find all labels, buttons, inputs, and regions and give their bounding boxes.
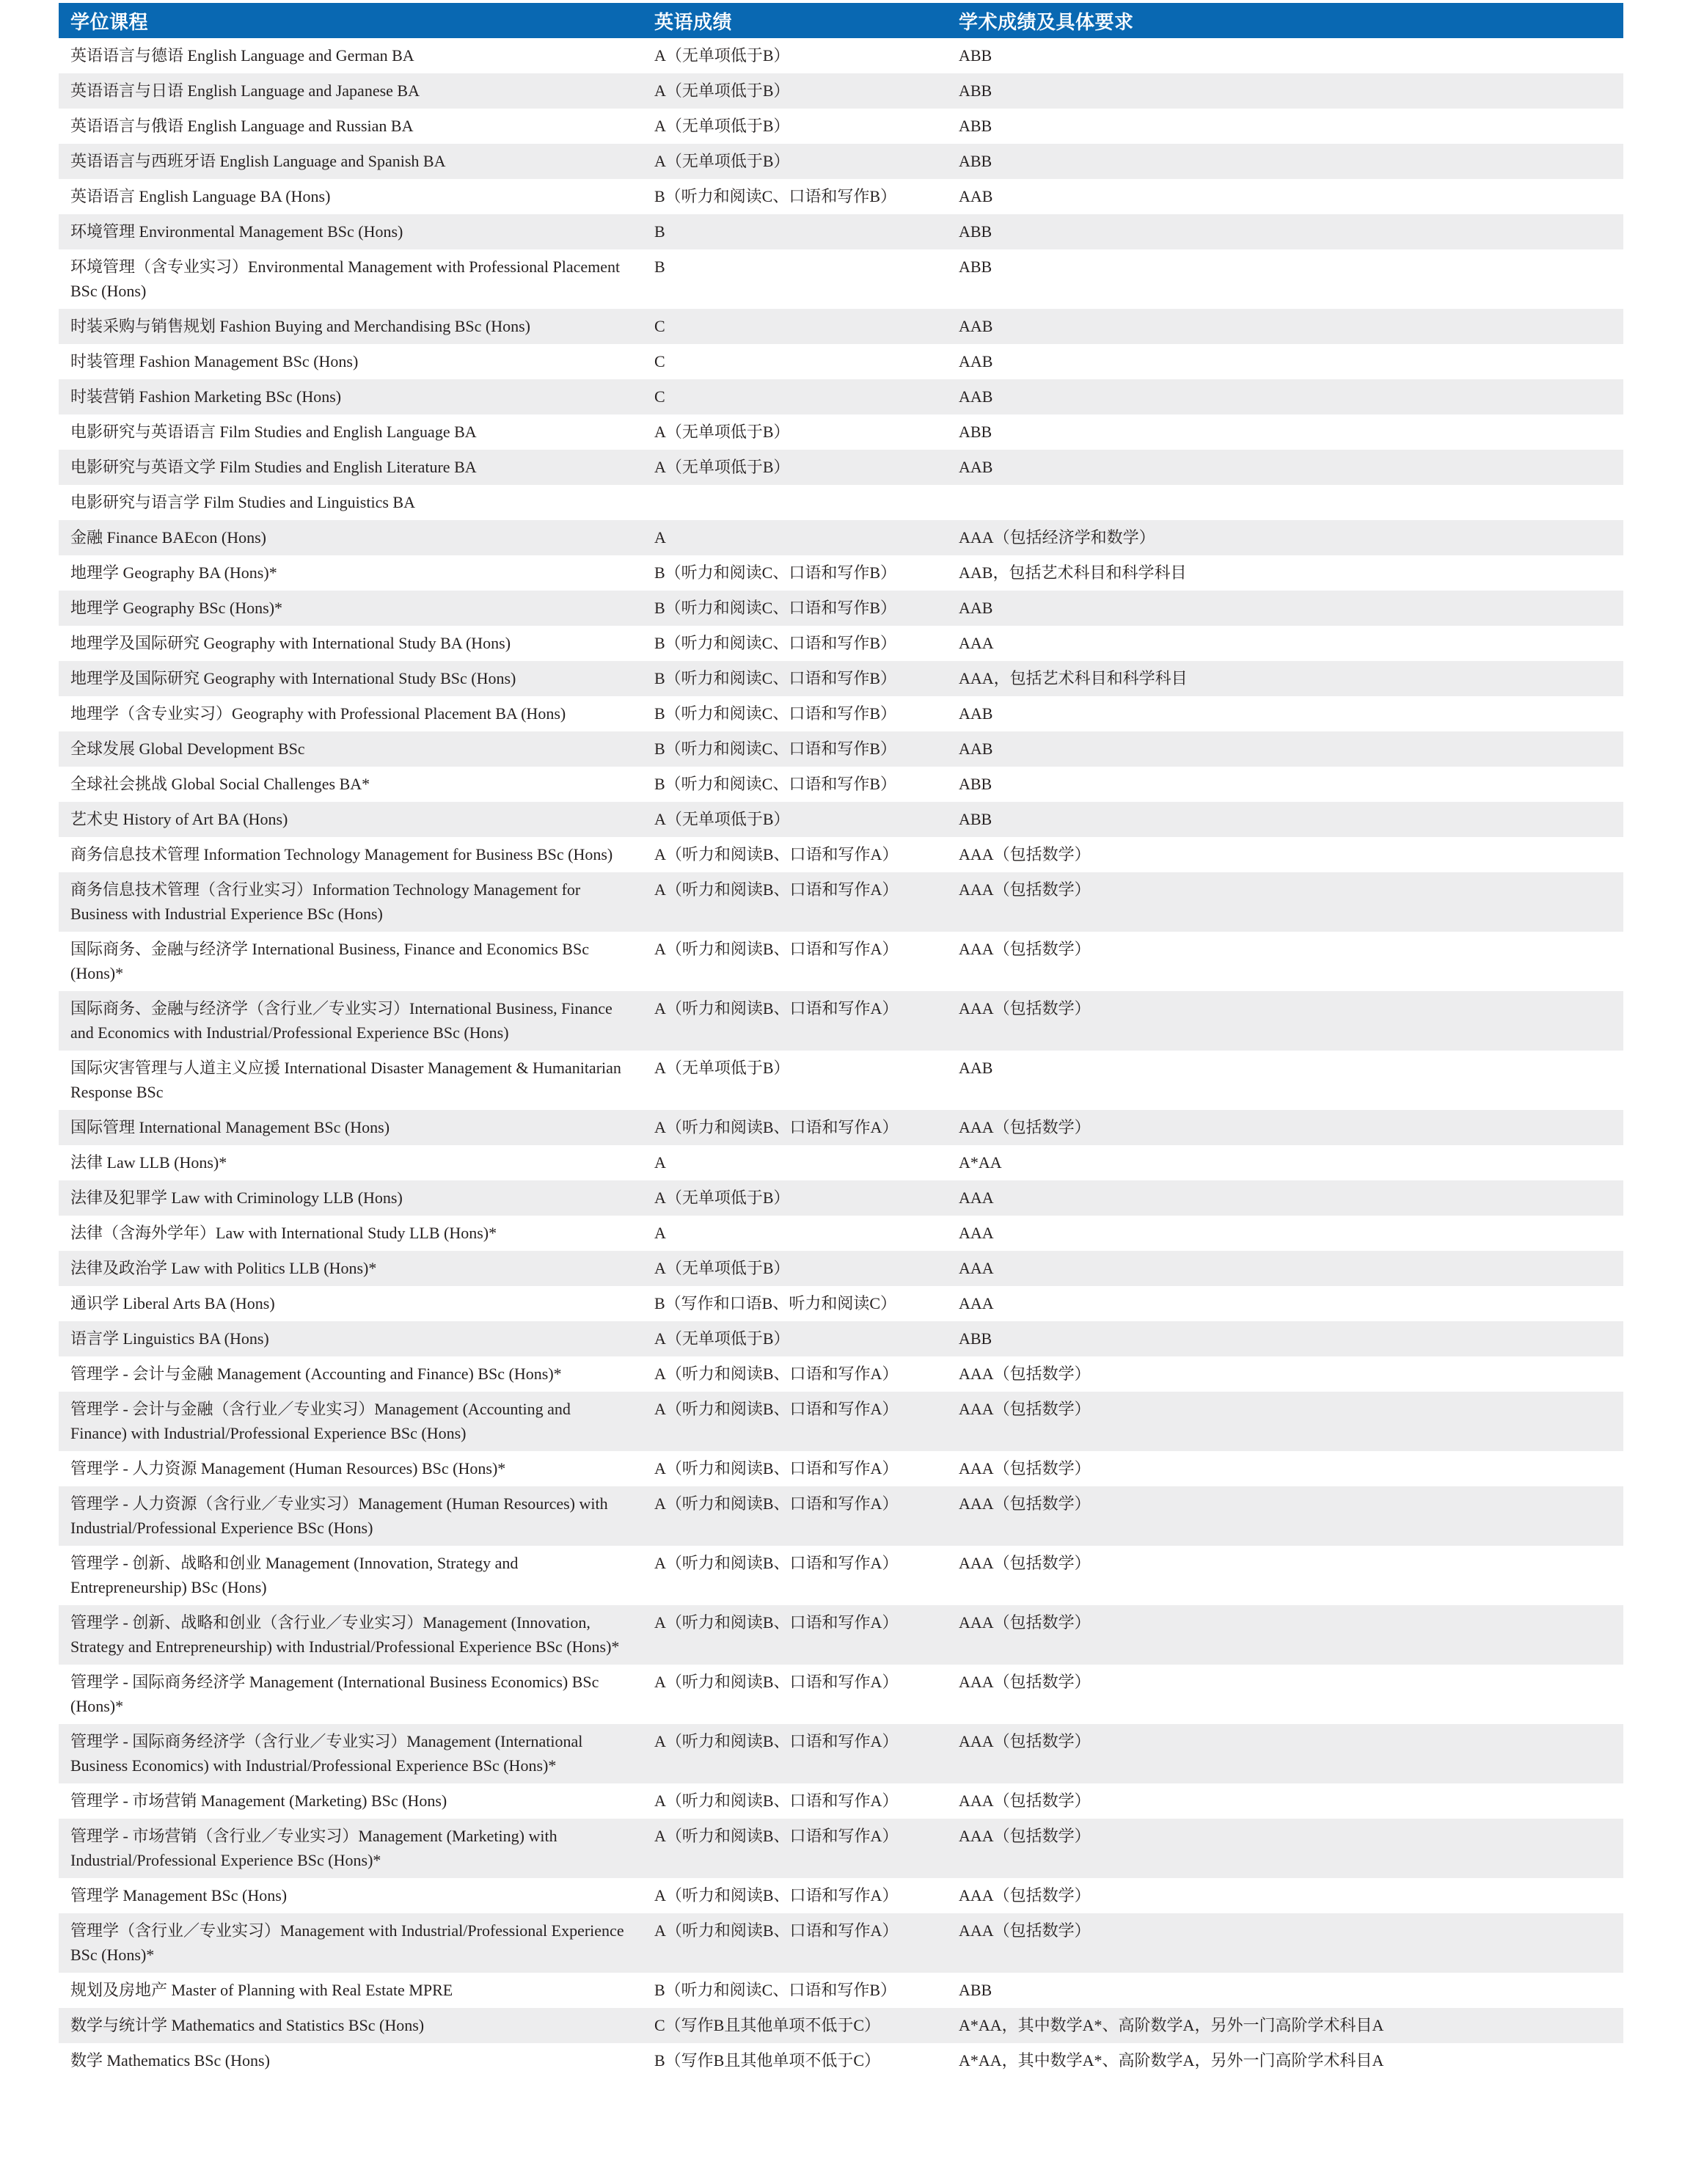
academic-requirement-cell: AAB	[947, 731, 1623, 767]
table-row	[59, 379, 1623, 414]
english-score-cell: A（无单项低于B）	[643, 73, 947, 109]
academic-requirement-cell: AAB	[947, 179, 1623, 214]
course-cell: 通识学 Liberal Arts BA (Hons)	[59, 1286, 643, 1321]
academic-requirement-cell: ABB	[947, 73, 1623, 109]
english-score-cell: B	[643, 214, 947, 249]
academic-requirement-cell: AAB，包括艺术科目和科学科目	[947, 555, 1623, 591]
academic-requirement-cell: ABB	[947, 144, 1623, 179]
english-score-cell: B	[643, 249, 947, 309]
academic-requirement-cell: A*AA，其中数学A*、高阶数学A，另外一门高阶学术科目A	[947, 2008, 1623, 2043]
table-row	[59, 485, 1623, 520]
course-cell: 电影研究与英语语言 Film Studies and English Language BA	[59, 414, 643, 450]
english-score-cell: A（听力和阅读B、口语和写作A）	[643, 932, 947, 991]
academic-requirement-cell: AAA，包括艺术科目和科学科目	[947, 661, 1623, 696]
course-cell: 全球社会挑战 Global Social Challenges BA*	[59, 767, 643, 802]
table-row	[59, 696, 1623, 731]
course-cell: 商务信息技术管理（含行业实习）Information Technology Management for Business with Industrial Experience BSc (Hons)	[59, 872, 643, 932]
academic-requirement-cell: AAB	[947, 591, 1623, 626]
academic-requirement-cell: A*AA	[947, 1145, 1623, 1180]
english-score-cell: A（听力和阅读B、口语和写作A）	[643, 1392, 947, 1451]
table-row	[59, 109, 1623, 144]
english-score-cell: A（听力和阅读B、口语和写作A）	[643, 1110, 947, 1145]
academic-requirement-cell: AAA（包括数学）	[947, 1486, 1623, 1546]
course-cell: 管理学 - 国际商务经济学（含行业／专业实习）Management (International Business Economics) with Industrial/Professional Experience BSc (Hons)*	[59, 1724, 643, 1783]
course-cell: 管理学（含行业／专业实习）Management with Industrial/Professional Experience BSc (Hons)*	[59, 1913, 643, 1973]
english-score-cell: A（听力和阅读B、口语和写作A）	[643, 1878, 947, 1913]
course-cell: 管理学 - 人力资源（含行业／专业实习）Management (Human Resources) with Industrial/Professional Experience BSc (Hons)	[59, 1486, 643, 1546]
academic-requirement-cell: AAA（包括数学）	[947, 1451, 1623, 1486]
table-row	[59, 2043, 1623, 2078]
table-row	[59, 309, 1623, 344]
table-row	[59, 1392, 1623, 1451]
english-score-cell: A（听力和阅读B、口语和写作A）	[643, 991, 947, 1051]
english-score-cell: B（写作和口语B、听力和阅读C）	[643, 1286, 947, 1321]
table-row	[59, 344, 1623, 379]
english-score-cell: C（写作B且其他单项不低于C）	[643, 2008, 947, 2043]
academic-requirement-cell: AAA（包括数学）	[947, 1356, 1623, 1392]
english-score-cell: A（听力和阅读B、口语和写作A）	[643, 1913, 947, 1973]
english-score-cell: A（听力和阅读B、口语和写作A）	[643, 1665, 947, 1724]
table-row	[59, 2008, 1623, 2043]
course-cell: 全球发展 Global Development BSc	[59, 731, 643, 767]
course-cell: 艺术史 History of Art BA (Hons)	[59, 802, 643, 837]
english-score-cell: A（无单项低于B）	[643, 450, 947, 485]
table-row	[59, 1973, 1623, 2008]
table-row	[59, 1321, 1623, 1356]
course-cell: 管理学 - 创新、战略和创业 Management (Innovation, Strategy and Entrepreneurship) BSc (Hons)	[59, 1546, 643, 1605]
academic-requirement-cell	[947, 485, 1623, 520]
academic-requirement-cell: AAB	[947, 450, 1623, 485]
academic-requirement-cell: AAB	[947, 309, 1623, 344]
academic-requirement-cell: ABB	[947, 414, 1623, 450]
course-cell: 电影研究与英语文学 Film Studies and English Literature BA	[59, 450, 643, 485]
table-row	[59, 144, 1623, 179]
table-row	[59, 179, 1623, 214]
table-row	[59, 1356, 1623, 1392]
academic-requirement-cell: ABB	[947, 1321, 1623, 1356]
table-row	[59, 1180, 1623, 1216]
table-row	[59, 837, 1623, 872]
course-cell: 管理学 - 会计与金融（含行业／专业实习）Management (Accounting and Finance) with Industrial/Professional Experience BSc (Hons)	[59, 1392, 643, 1451]
course-cell: 英语语言 English Language BA (Hons)	[59, 179, 643, 214]
academic-requirement-cell: AAA	[947, 1180, 1623, 1216]
course-cell: 法律及政治学 Law with Politics LLB (Hons)*	[59, 1251, 643, 1286]
academic-requirement-cell: AAA	[947, 1286, 1623, 1321]
course-cell: 英语语言与德语 English Language and German BA	[59, 38, 643, 73]
english-score-cell: B（听力和阅读C、口语和写作B）	[643, 696, 947, 731]
academic-requirement-cell: AAA（包括数学）	[947, 932, 1623, 991]
english-score-cell: B（听力和阅读C、口语和写作B）	[643, 731, 947, 767]
english-score-cell: A（无单项低于B）	[643, 109, 947, 144]
course-cell: 管理学 - 市场营销 Management (Marketing) BSc (Hons)	[59, 1783, 643, 1819]
table-row	[59, 802, 1623, 837]
course-cell: 管理学 - 会计与金融 Management (Accounting and Finance) BSc (Hons)*	[59, 1356, 643, 1392]
course-cell: 时装采购与销售规划 Fashion Buying and Merchandising BSc (Hons)	[59, 309, 643, 344]
academic-requirement-cell: AAA（包括数学）	[947, 1819, 1623, 1878]
table-row	[59, 1486, 1623, 1546]
course-cell: 法律及犯罪学 Law with Criminology LLB (Hons)	[59, 1180, 643, 1216]
academic-requirement-cell: AAA（包括数学）	[947, 1546, 1623, 1605]
course-cell: 英语语言与西班牙语 English Language and Spanish BA	[59, 144, 643, 179]
academic-requirement-cell: AAB	[947, 379, 1623, 414]
table-row	[59, 249, 1623, 309]
english-score-cell: A（听力和阅读B、口语和写作A）	[643, 1819, 947, 1878]
course-cell: 英语语言与日语 English Language and Japanese BA	[59, 73, 643, 109]
table-body	[59, 38, 1623, 2078]
academic-requirement-cell: AAA（包括数学）	[947, 1392, 1623, 1451]
course-cell: 环境管理（含专业实习）Environmental Management with Professional Placement BSc (Hons)	[59, 249, 643, 309]
academic-requirement-cell: AAA（包括数学）	[947, 837, 1623, 872]
english-score-cell: B（听力和阅读C、口语和写作B）	[643, 555, 947, 591]
course-cell: 管理学 Management BSc (Hons)	[59, 1878, 643, 1913]
english-score-cell: A（听力和阅读B、口语和写作A）	[643, 1451, 947, 1486]
academic-requirement-cell: ABB	[947, 109, 1623, 144]
course-cell: 地理学及国际研究 Geography with International Study BSc (Hons)	[59, 661, 643, 696]
course-cell: 管理学 - 创新、战略和创业（含行业／专业实习）Management (Innovation, Strategy and Entrepreneurship) with Industrial/Professional Experience BSc (Hons)*	[59, 1605, 643, 1665]
table-row	[59, 1251, 1623, 1286]
table-row	[59, 1051, 1623, 1110]
course-cell: 英语语言与俄语 English Language and Russian BA	[59, 109, 643, 144]
academic-requirement-cell: AAA	[947, 626, 1623, 661]
english-score-cell: A（听力和阅读B、口语和写作A）	[643, 1486, 947, 1546]
english-score-cell: C	[643, 379, 947, 414]
table-row	[59, 1665, 1623, 1724]
english-score-cell: B（听力和阅读C、口语和写作B）	[643, 661, 947, 696]
table-row	[59, 1451, 1623, 1486]
course-cell: 国际商务、金融与经济学（含行业／专业实习）International Business, Finance and Economics with Industrial/Professional Experience BSc (Hons)	[59, 991, 643, 1051]
course-cell: 国际管理 International Management BSc (Hons)	[59, 1110, 643, 1145]
english-score-cell: A（无单项低于B）	[643, 1251, 947, 1286]
table-row	[59, 591, 1623, 626]
course-cell: 规划及房地产 Master of Planning with Real Estate MPRE	[59, 1973, 643, 2008]
academic-requirement-cell: AAA（包括数学）	[947, 1724, 1623, 1783]
academic-requirement-cell: ABB	[947, 802, 1623, 837]
table-row	[59, 1783, 1623, 1819]
academic-requirement-cell: AAB	[947, 344, 1623, 379]
academic-requirement-cell: AAA（包括数学）	[947, 1878, 1623, 1913]
course-cell: 数学与统计学 Mathematics and Statistics BSc (Hons)	[59, 2008, 643, 2043]
english-score-cell: A（无单项低于B）	[643, 414, 947, 450]
english-score-cell: A（听力和阅读B、口语和写作A）	[643, 1356, 947, 1392]
english-score-cell: A（听力和阅读B、口语和写作A）	[643, 1546, 947, 1605]
english-score-cell: B（听力和阅读C、口语和写作B）	[643, 1973, 947, 2008]
table-row	[59, 731, 1623, 767]
admissions-table	[59, 3, 1623, 2078]
course-cell: 数学 Mathematics BSc (Hons)	[59, 2043, 643, 2078]
academic-requirement-cell: AAA（包括数学）	[947, 872, 1623, 932]
academic-requirement-cell: AAA（包括数学）	[947, 1913, 1623, 1973]
english-score-cell: B（写作B且其他单项不低于C）	[643, 2043, 947, 2078]
table-row	[59, 450, 1623, 485]
table-header	[59, 3, 1623, 38]
table-row	[59, 555, 1623, 591]
english-score-cell: A	[643, 1145, 947, 1180]
academic-requirement-cell: AAA（包括数学）	[947, 1665, 1623, 1724]
academic-requirement-cell: AAA（包括数学）	[947, 1110, 1623, 1145]
table-row	[59, 991, 1623, 1051]
table-row	[59, 1819, 1623, 1878]
course-cell: 地理学（含专业实习）Geography with Professional Placement BA (Hons)	[59, 696, 643, 731]
table-row	[59, 73, 1623, 109]
course-cell: 金融 Finance BAEcon (Hons)	[59, 520, 643, 555]
table-row	[59, 1216, 1623, 1251]
english-score-cell: B（听力和阅读C、口语和写作B）	[643, 767, 947, 802]
academic-requirement-cell: AAA（包括经济学和数学）	[947, 520, 1623, 555]
table-row	[59, 767, 1623, 802]
column-header-academic-requirements: 学术成绩及具体要求	[947, 3, 1623, 38]
table-row	[59, 1913, 1623, 1973]
english-score-cell: A（无单项低于B）	[643, 802, 947, 837]
table-row	[59, 520, 1623, 555]
header-row	[59, 3, 1623, 38]
english-score-cell: A	[643, 520, 947, 555]
table-row	[59, 1724, 1623, 1783]
table-row	[59, 932, 1623, 991]
english-score-cell: C	[643, 344, 947, 379]
english-score-cell: A（无单项低于B）	[643, 1180, 947, 1216]
course-cell: 环境管理 Environmental Management BSc (Hons)	[59, 214, 643, 249]
column-header-english-score: 英语成绩	[643, 3, 947, 38]
course-cell: 时装管理 Fashion Management BSc (Hons)	[59, 344, 643, 379]
table-row	[59, 872, 1623, 932]
course-cell: 法律 Law LLB (Hons)*	[59, 1145, 643, 1180]
course-cell: 国际商务、金融与经济学 International Business, Finance and Economics BSc (Hons)*	[59, 932, 643, 991]
english-score-cell: A	[643, 1216, 947, 1251]
table-row	[59, 1145, 1623, 1180]
academic-requirement-cell: AAA	[947, 1251, 1623, 1286]
table-row	[59, 1110, 1623, 1145]
course-cell: 管理学 - 国际商务经济学 Management (International Business Economics) BSc (Hons)*	[59, 1665, 643, 1724]
course-cell: 地理学及国际研究 Geography with International Study BA (Hons)	[59, 626, 643, 661]
table-row	[59, 214, 1623, 249]
academic-requirement-cell: AAB	[947, 696, 1623, 731]
course-cell: 语言学 Linguistics BA (Hons)	[59, 1321, 643, 1356]
table-row	[59, 38, 1623, 73]
english-score-cell: A（听力和阅读B、口语和写作A）	[643, 1783, 947, 1819]
academic-requirement-cell: ABB	[947, 214, 1623, 249]
table-row	[59, 661, 1623, 696]
academic-requirement-cell: ABB	[947, 1973, 1623, 2008]
english-score-cell: B（听力和阅读C、口语和写作B）	[643, 179, 947, 214]
table-row	[59, 1878, 1623, 1913]
academic-requirement-cell: ABB	[947, 767, 1623, 802]
academic-requirement-cell: AAB	[947, 1051, 1623, 1110]
academic-requirement-cell: AAA（包括数学）	[947, 1783, 1623, 1819]
academic-requirement-cell: AAA（包括数学）	[947, 991, 1623, 1051]
english-score-cell: A（无单项低于B）	[643, 144, 947, 179]
academic-requirement-cell: A*AA，其中数学A*、高阶数学A，另外一门高阶学术科目A	[947, 2043, 1623, 2078]
course-cell: 时装营销 Fashion Marketing BSc (Hons)	[59, 379, 643, 414]
table-row	[59, 626, 1623, 661]
course-cell: 法律（含海外学年）Law with International Study LLB (Hons)*	[59, 1216, 643, 1251]
english-score-cell: A（无单项低于B）	[643, 1321, 947, 1356]
course-cell: 管理学 - 人力资源 Management (Human Resources) BSc (Hons)*	[59, 1451, 643, 1486]
english-score-cell: A（听力和阅读B、口语和写作A）	[643, 1724, 947, 1783]
table-row	[59, 1605, 1623, 1665]
academic-requirement-cell: ABB	[947, 249, 1623, 309]
english-score-cell: A（听力和阅读B、口语和写作A）	[643, 872, 947, 932]
course-cell: 电影研究与语言学 Film Studies and Linguistics BA	[59, 485, 643, 520]
english-score-cell	[643, 485, 947, 520]
table-row	[59, 414, 1623, 450]
english-score-cell: A（无单项低于B）	[643, 1051, 947, 1110]
academic-requirement-cell: AAA（包括数学）	[947, 1605, 1623, 1665]
english-score-cell: C	[643, 309, 947, 344]
course-cell: 地理学 Geography BSc (Hons)*	[59, 591, 643, 626]
academic-requirement-cell: ABB	[947, 38, 1623, 73]
english-score-cell: B（听力和阅读C、口语和写作B）	[643, 591, 947, 626]
english-score-cell: B（听力和阅读C、口语和写作B）	[643, 626, 947, 661]
course-cell: 国际灾害管理与人道主义应援 International Disaster Management & Humanitarian Response BSc	[59, 1051, 643, 1110]
table-row	[59, 1546, 1623, 1605]
english-score-cell: A（听力和阅读B、口语和写作A）	[643, 1605, 947, 1665]
column-header-degree-course: 学位课程	[59, 3, 643, 38]
course-cell: 商务信息技术管理 Information Technology Management for Business BSc (Hons)	[59, 837, 643, 872]
course-cell: 地理学 Geography BA (Hons)*	[59, 555, 643, 591]
academic-requirement-cell: AAA	[947, 1216, 1623, 1251]
english-score-cell: A（无单项低于B）	[643, 38, 947, 73]
table-row	[59, 1286, 1623, 1321]
english-score-cell: A（听力和阅读B、口语和写作A）	[643, 837, 947, 872]
course-cell: 管理学 - 市场营销（含行业／专业实习）Management (Marketing) with Industrial/Professional Experience BSc (Hons)*	[59, 1819, 643, 1878]
